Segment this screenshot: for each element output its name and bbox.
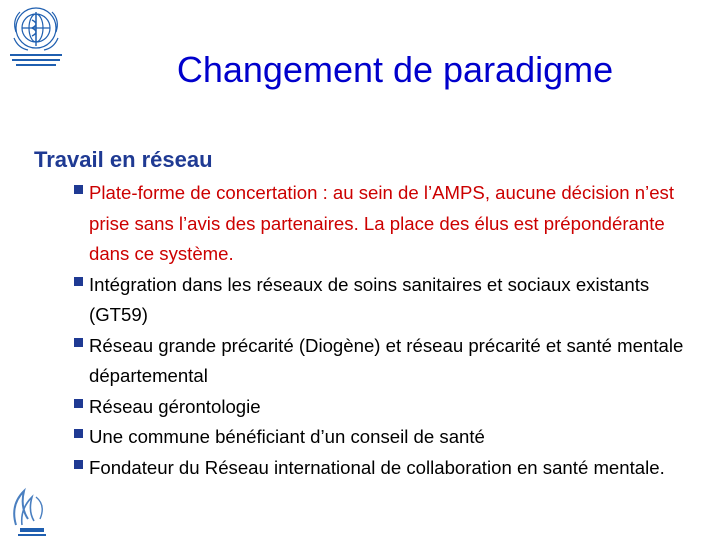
- bullet-square-icon: [74, 429, 83, 438]
- bullet-item: [74, 178, 694, 270]
- bullet-text: Fondateur du Réseau international de collaboration en santé mentale.: [89, 456, 665, 478]
- bullet-text: Une commune bénéficiant d’un conseil de santé: [89, 426, 485, 447]
- bullet-item: [74, 331, 694, 392]
- bullet-square-icon: [74, 185, 83, 194]
- bullet-text: Intégration dans les réseaux de soins sanitaires et sociaux existants (GT59): [89, 273, 650, 325]
- bullet-text: Réseau gérontologie: [89, 395, 261, 417]
- bullet-item: [74, 392, 694, 423]
- slide-title: Changement de paradigme: [176, 49, 614, 90]
- bullet-item: [74, 422, 694, 453]
- bullet-list: [74, 178, 694, 483]
- epsm-logo-icon: [6, 485, 56, 539]
- epsm-logo: [6, 485, 56, 539]
- section-heading: Travail en réseau: [34, 147, 213, 172]
- bullet-square-icon: [74, 399, 83, 408]
- bullet-text: Plate-forme de concertation : au sein de l’AMPS, aucune décision n’est prise sans l’avis des partenaires. La place des élus est prépondérante dans ce système.: [89, 182, 674, 264]
- bullet-text: Réseau grande précarité (Diogène) et réseau précarité et santé mentale départemental: [89, 334, 684, 386]
- bullet-square-icon: [74, 460, 83, 469]
- who-emblem-icon: [2, 2, 70, 72]
- bullet-item: [74, 270, 694, 331]
- bullet-square-icon: [74, 277, 83, 286]
- bullet-square-icon: [74, 338, 83, 347]
- bullet-item: [74, 453, 694, 484]
- who-logo: [2, 2, 70, 72]
